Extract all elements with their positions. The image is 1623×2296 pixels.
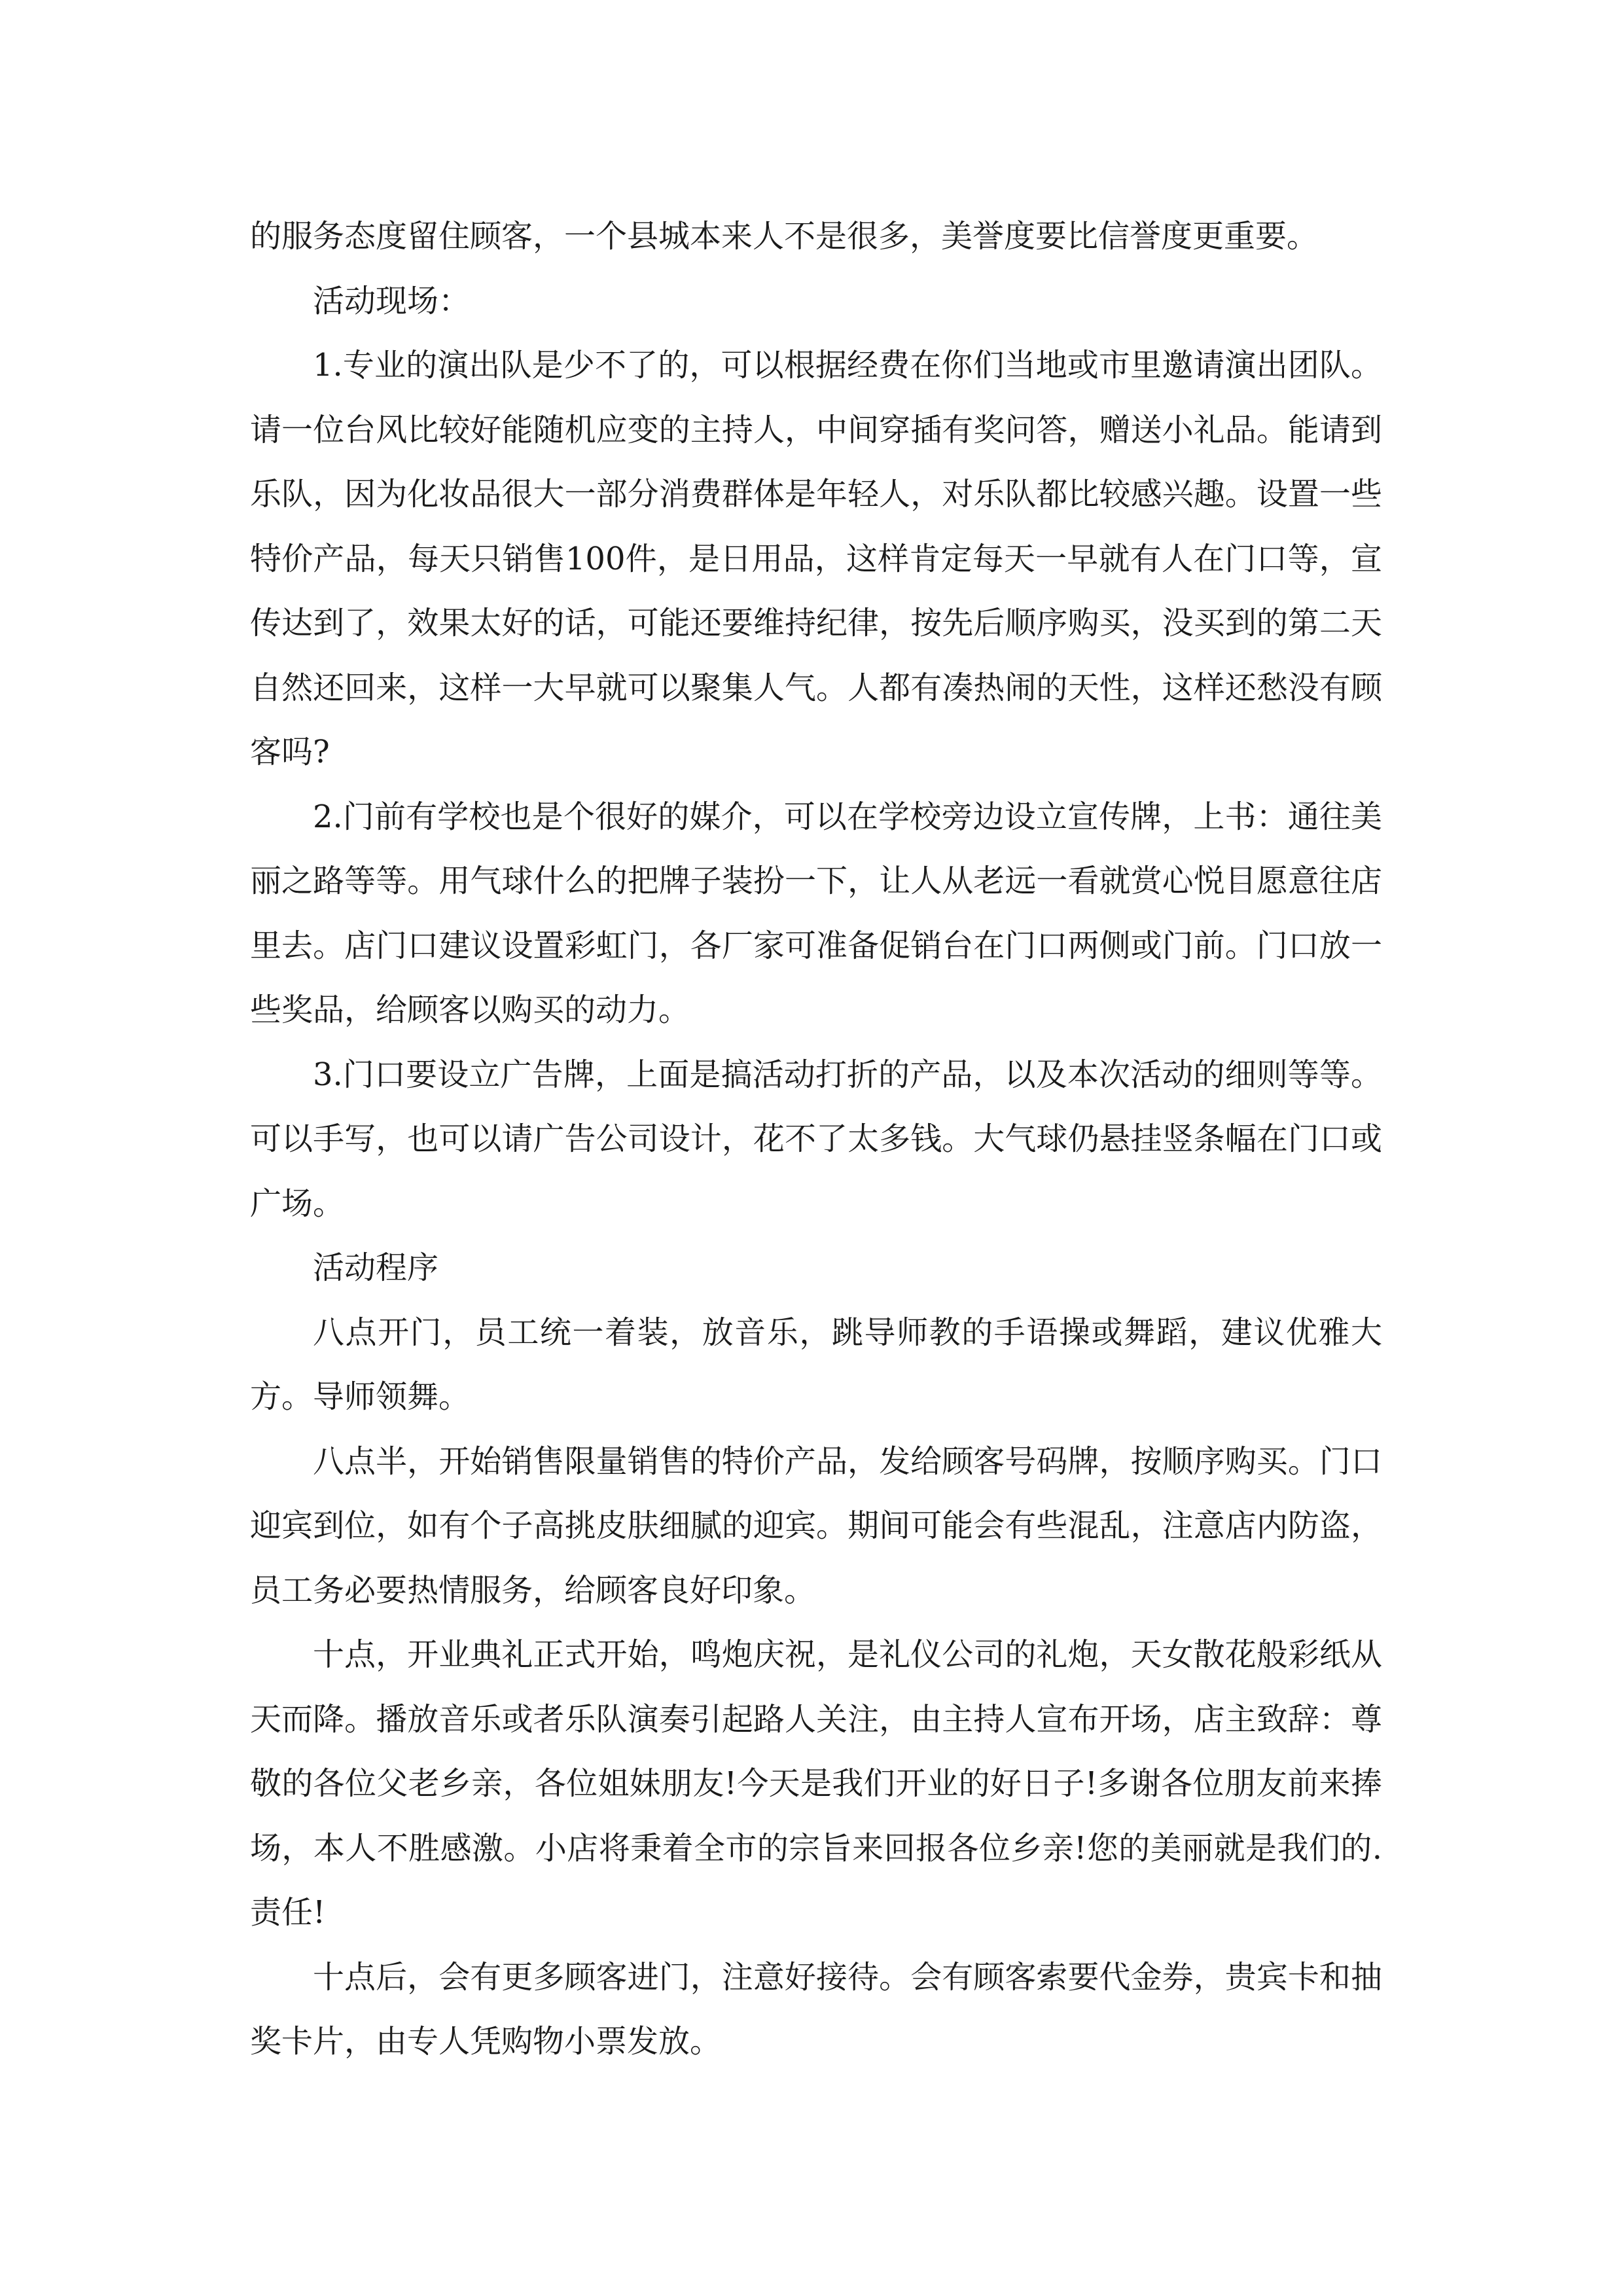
paragraph-1: 的服务态度留住顾客，一个县城本来人不是很多，美誉度要比信誉度更重要。 <box>250 218 1319 255</box>
paragraph-item-3: 3.门口要设立广告牌，上面是搞活动打折的产品，以及本次活动的细则等等。可以手写，也可以请广告公司设计，花不了太多钱。大气球仍悬挂竖条幅在门口或广场。 <box>250 1056 1382 1222</box>
paragraph-item-1: 1.专业的演出队是少不了的，可以根据经费在你们当地或市里邀请演出团队。请一位台风比较好能随机应变的主持人，中间穿插有奖问答，赠送小礼品。能请到乐队，因为化妆品很大一部分消费群体是年轻人，对乐队都比较感兴趣。设置一些特价产品，每天只销售100件，是日用品，这样肯定每天一早就有人在门口等，宣传达到了，效果太好的话，可能还要维持纪律，按先后顺序购买，没买到的第二天自然还回来，这样一大早就可以聚集人气。人都有凑热闹的天性，这样还愁没有顾客吗? <box>250 347 1382 770</box>
paragraph-eight-thirty: 八点半，开始销售限量销售的特价产品，发给顾客号码牌，按顺序购买。门口迎宾到位，如有个子高挑皮肤细腻的迎宾。期间可能会有些混乱，注意店内防盗，员工务必要热情服务，给顾客良好印象。 <box>250 1443 1382 1609</box>
paragraph-item-2: 2.门前有学校也是个很好的媒介，可以在学校旁边设立宣传牌，上书：通往美丽之路等等。用气球什么的把牌子装扮一下，让人从老远一看就赏心悦目愿意往店里去。店门口建议设置彩虹门，各厂家可准备促销台在门口两侧或门前。门口放一些奖品，给顾客以购买的动力。 <box>250 798 1382 1028</box>
heading-activity-site: 活动现场： <box>313 282 471 319</box>
heading-activity-program: 活动程序 <box>313 1249 439 1286</box>
paragraph-ten-oclock: 十点，开业典礼正式开始，鸣炮庆祝，是礼仪公司的礼炮，天女散花般彩纸从天而降。播放音乐或者乐队演奏引起路人关注，由主持人宣布开场，店主致辞：尊敬的各位父老乡亲，各位姐妹朋友!今天是我们开业的好日子!多谢各位朋友前来捧场，本人不胜感激。小店将秉着全市的宗旨来回报各位乡亲!您的美丽就是我们的.责任! <box>250 1636 1382 1931</box>
paragraph-eight-oclock: 八点开门，员工统一着装，放音乐，跳导师教的手语操或舞蹈，建议优雅大方。导师领舞。 <box>250 1314 1382 1415</box>
document-body <box>250 204 1382 2074</box>
paragraph-after-ten: 十点后，会有更多顾客进门，注意好接待。会有顾客索要代金券，贵宾卡和抽奖卡片，由专人凭购物小票发放。 <box>250 1958 1382 2060</box>
